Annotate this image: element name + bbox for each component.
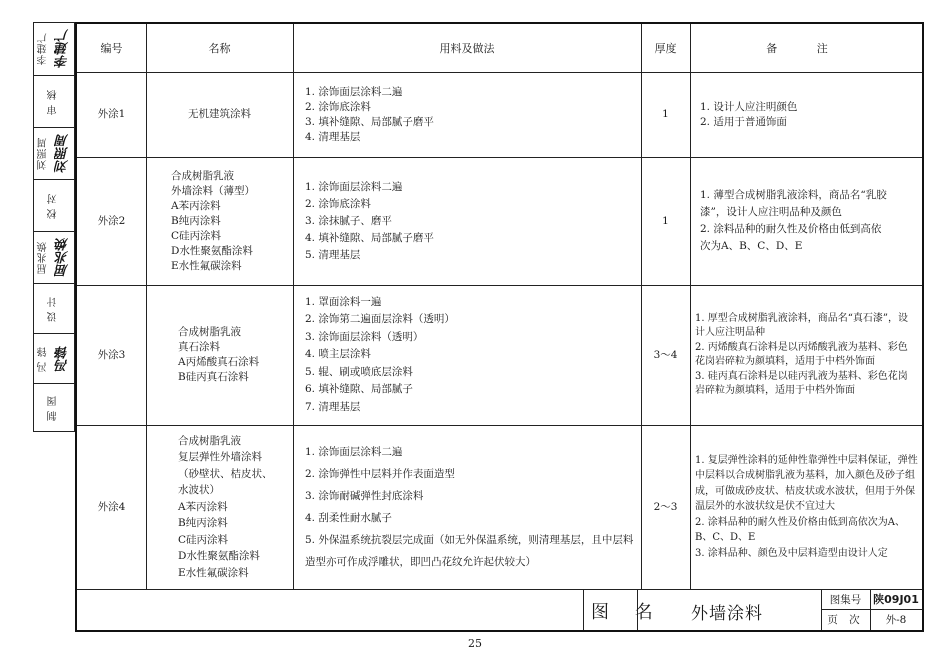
remark-line: 1. 厚型合成树脂乳液涂料，商品名“真石漆”，设计人应注明品种 — [695, 312, 908, 338]
name-line: A丙烯酸真石涂料 — [178, 356, 260, 368]
row-thickness: 1 — [662, 214, 669, 227]
column-divider — [690, 24, 691, 589]
name-lines — [178, 433, 273, 582]
name-line: （砂壁状、桔皮状、 — [178, 467, 273, 480]
method-step: 2. 涂饰第二遍面层涂料（透明） — [305, 313, 455, 326]
row-code: 外涂1 — [97, 108, 126, 120]
method-step: 2. 涂饰底涂料 — [305, 100, 371, 113]
name-line: 合成树脂乳液 — [178, 326, 241, 338]
method-step: 3. 填补缝隙、局部腻子磨平 — [305, 115, 434, 128]
header-method: 用料及做法 — [439, 41, 495, 55]
approval-row — [34, 333, 74, 383]
remark-line: 2. 涂料品种的耐久性及价格由低到高依次为A、B、C、D、E — [695, 516, 905, 544]
method-step: 5. 外保温系统抗裂层完成面（如无外保温系统，则清理基层，且中层料造型亦可作成浮雕状，即凹凸花纹允许起伏较大） — [305, 534, 634, 568]
name-line: A苯丙涂料 — [178, 500, 228, 513]
name-line: C硅丙涂料 — [178, 533, 229, 546]
header-remarks: 备 注 — [766, 41, 846, 55]
name-line: 水波状） — [178, 484, 220, 497]
approval-strip — [33, 22, 75, 432]
signature: 屈兆焕 — [56, 238, 71, 278]
method-step: 5. 辊、刷或喷底层涂料 — [305, 365, 413, 378]
remark-line: 3. 硅丙真石涂料是以硅丙乳液为基料、彩色花岗岩碎粒为颜填料，适用于中档外饰面 — [695, 370, 908, 396]
row-method — [305, 285, 635, 425]
row-name — [178, 425, 291, 589]
row-code: 外涂3 — [97, 348, 126, 361]
name-line: E水性氟碳涂料 — [171, 259, 242, 272]
approval-role: 屈兆焕 — [38, 241, 49, 275]
approval-role: 设 计 — [48, 295, 59, 323]
row-code: 外涂4 — [97, 500, 126, 513]
approval-row — [34, 75, 74, 127]
row-thickness: 1 — [662, 108, 669, 120]
method-step: 7. 清理基层 — [305, 400, 361, 413]
approval-row — [34, 383, 74, 431]
row-name — [146, 72, 293, 157]
name-lines — [171, 169, 255, 274]
remark-line: 1. 薄型合成树脂乳液涂料，商品名“乳胶漆”，设计人应注明品种及颜色 — [700, 189, 887, 218]
row-name — [178, 285, 291, 425]
approval-role: 制 图 — [48, 394, 59, 422]
name-line: A苯丙涂料 — [171, 199, 221, 212]
header-name: 名称 — [208, 41, 231, 55]
header-thickness: 厚度 — [654, 41, 677, 55]
method-step: 3. 涂抹腻子、磨平 — [305, 214, 392, 227]
method-step: 4. 刮柔性耐水腻子 — [305, 512, 392, 524]
approval-role: 刘照周 — [38, 137, 49, 171]
approval-row — [34, 231, 74, 283]
remark-lines — [695, 453, 919, 562]
approval-role: 冯 锋 — [38, 345, 49, 373]
name-line: B硅丙真石涂料 — [178, 371, 249, 383]
row-method — [305, 425, 635, 589]
approval-role: 校 对 — [48, 192, 59, 220]
row-remarks — [700, 72, 916, 157]
row-name — [171, 157, 291, 285]
row-method — [305, 72, 635, 157]
approval-role: 李建广 — [38, 32, 49, 66]
name-line: 真石涂料 — [178, 341, 220, 353]
remark-line: 3. 涂料品种、颜色及中层料造型由设计人定 — [695, 547, 888, 559]
name-lines — [178, 325, 259, 385]
method-step: 1. 涂饰面层涂料二遍 — [305, 85, 403, 98]
remark-line: 1. 复层弹性涂料的延伸性靠弹性中层料保证，弹性中层料以合成树脂乳液为基料，加入颜色及砂子组成，可做成砂皮状、桔皮状或水波状，但用于外保温层外的水波状纹是伏不宜过大 — [695, 454, 918, 513]
method-step: 1. 涂饰面层涂料二遍 — [305, 180, 403, 193]
remark-lines — [700, 187, 890, 255]
name-line: 外墙涂料（薄型） — [171, 184, 255, 197]
method-steps — [305, 441, 635, 573]
remark-line: 1. 设计人应注明颜色 — [700, 100, 798, 113]
signature: 刘照周 — [56, 134, 71, 174]
row-thickness: 3～4 — [653, 348, 678, 361]
method-steps — [305, 294, 455, 417]
row-method — [305, 157, 635, 285]
method-step: 2. 涂饰弹性中层料并作表面造型 — [305, 468, 455, 480]
approval-row — [34, 127, 74, 179]
name-line: E水性氟碳涂料 — [178, 566, 249, 579]
name-line: D水性聚氨酯涂料 — [178, 550, 260, 563]
method-step: 5. 清理基层 — [305, 248, 361, 261]
row-remarks — [700, 157, 890, 285]
signature: 李建广 — [56, 29, 71, 69]
name-line: B纯丙涂料 — [178, 517, 228, 530]
atlas-number: 陕09J01 — [873, 593, 919, 606]
remark-line: 2. 涂料品种的耐久性及价格由低到高依次为A、B、C、D、E — [700, 223, 882, 252]
name-line: 复层弹性外墙涂料 — [178, 451, 262, 464]
row-remarks — [695, 285, 917, 425]
method-step: 3. 涂饰面层涂料（透明） — [305, 330, 424, 343]
method-steps — [305, 85, 434, 145]
title-block-divider — [77, 589, 922, 590]
method-step: 1. 涂饰面层涂料二遍 — [305, 446, 403, 458]
remark-lines — [695, 312, 917, 399]
remark-line: 2. 丙烯酸真石涂料是以丙烯酸乳液为基料、彩色花岗岩碎粒为颜填料，适用于中档外饰面 — [695, 341, 908, 367]
method-step: 6. 填补缝隙、局部腻子 — [305, 383, 413, 396]
method-steps — [305, 179, 434, 264]
remark-lines — [700, 100, 797, 130]
page-label: 页 次 — [827, 614, 864, 626]
page-number: 25 — [468, 637, 482, 650]
approval-role: 审 核 — [48, 88, 59, 116]
method-step: 2. 涂饰底涂料 — [305, 197, 371, 210]
name-line: B纯丙涂料 — [171, 214, 221, 227]
title-block-divider — [583, 589, 584, 630]
row-code: 外涂2 — [97, 214, 126, 227]
method-step: 4. 填补缝隙、局部腻子磨平 — [305, 231, 434, 244]
approval-row — [34, 179, 74, 231]
method-step: 1. 罩面涂料一遍 — [305, 295, 382, 308]
drawing-name-label: 图 名 — [591, 602, 663, 623]
row-thickness: 2～3 — [653, 500, 678, 513]
signature: 冯锋 — [56, 346, 71, 372]
atlas-label: 图集号 — [829, 593, 862, 606]
name-line: C硅丙涂料 — [171, 229, 222, 242]
remark-line: 2. 适用于普通饰面 — [700, 115, 787, 128]
column-divider — [293, 24, 294, 589]
spec-table — [75, 22, 924, 632]
header-code: 编号 — [100, 41, 123, 55]
row-remarks — [695, 425, 919, 589]
approval-row — [34, 283, 74, 333]
name-line: 合成树脂乳液 — [178, 434, 241, 447]
name-line: 合成树脂乳液 — [171, 169, 234, 182]
method-step: 4. 喷主层涂料 — [305, 348, 371, 361]
name-line: 无机建筑涂料 — [188, 108, 251, 120]
page-code: 外-8 — [885, 614, 907, 626]
name-lines — [188, 107, 251, 122]
name-line: D水性聚氨酯涂料 — [171, 244, 253, 257]
approval-row — [34, 23, 74, 75]
drawing-name: 外墙涂料 — [691, 604, 763, 624]
method-step: 3. 涂饰耐碱弹性封底涂料 — [305, 490, 424, 502]
method-step: 4. 清理基层 — [305, 130, 361, 143]
